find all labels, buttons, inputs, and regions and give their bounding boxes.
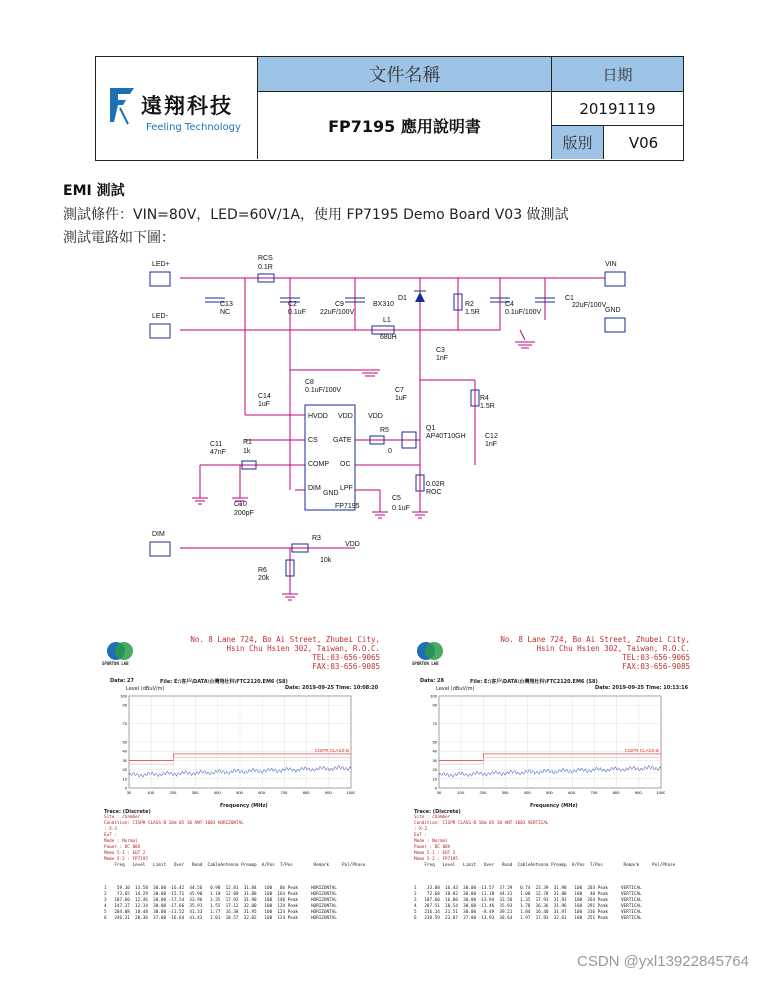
test-meta [414, 815, 549, 863]
meta-line: Memo 5-1 : EUT 2 [414, 851, 456, 856]
schematic-label: VDD [368, 413, 383, 420]
x-tick-label: 800. [612, 790, 621, 795]
meta-line: : X-3 [414, 827, 427, 832]
lab-name: SPORTON LAB [102, 661, 129, 666]
meta-line: Site : chamber [414, 815, 451, 820]
data-no: Data: 27 [110, 678, 134, 684]
file-name: File: E:\客戶\DATA\台灣翔杜科\FTC2120.EM6 (S8) [470, 679, 598, 685]
y-tick-label: 90 [122, 702, 127, 708]
table-row: 5 204.08 18.48 30.00 -11.52 41.33 1.77 16.38 31.95 100 124 Peak HORIZONTAL [104, 910, 337, 915]
schematic-label: C1 [565, 295, 574, 302]
schematic-label: 0 [388, 448, 392, 455]
schematic-label: NC [220, 309, 231, 316]
schematic-label: 0.1uF/100V [505, 309, 542, 316]
schematic-label: C7 [395, 387, 404, 394]
schematic-label: GND [323, 490, 339, 497]
y-tick-label: 0 [434, 785, 437, 791]
schematic-label: LED+ [152, 261, 170, 268]
table-row: 6 238.59 23.07 37.00 -13.93 38.64 1.97 17.93 32.01 100 251 Peak VERTICAL [414, 916, 642, 921]
trace-label: Trace: (Discrete) [104, 809, 151, 815]
schematic-label: 1k [243, 448, 251, 455]
meta-line: Memo 5-1 : EUT 2 [104, 851, 146, 856]
doc-name-label: 文件名稱 [258, 57, 552, 92]
x-tick-label: 700. [590, 790, 599, 795]
x-tick-label: 200. [169, 790, 178, 795]
schematic-label: C11 [210, 441, 223, 448]
x-tick-label: 900. [324, 790, 333, 795]
lab-address: No. 8 Lane 724, Bo Ai Street, Zhubei City, Hsin Chu Hsien 302, Taiwan, R.O.C. TEL:03-656-9065 FAX:03-656-9085 [500, 635, 690, 671]
x-tick-label: 1000 [656, 790, 665, 795]
table-row: 1 33.88 16.43 30.00 -13.57 37.29 0.74 23.39 31.98 100 203 Peak VERTICAL [414, 886, 642, 891]
y-tick-label: 20 [432, 767, 437, 773]
schematic-label: R1 [243, 439, 252, 446]
schematic-label: C4 [505, 301, 514, 308]
table-row: 2 73.65 14.29 30.00 -15.71 45.90 1.10 12.09 31.88 100 164 Peak HORIZONTAL [104, 892, 337, 897]
schematic-label: VIN [605, 261, 617, 268]
schematic-label: 1uF [395, 395, 408, 402]
schematic-label: R2 [465, 301, 474, 308]
result-table [104, 886, 337, 922]
schematic-label: R3 [312, 535, 321, 542]
x-axis-label: Frequency (MHz) [530, 803, 578, 809]
meta-line: EuT : [414, 833, 427, 838]
limit-label: CISPR CLASS-B [314, 747, 349, 753]
y-tick-label: 40 [432, 748, 437, 754]
y-tick-label: 50 [122, 739, 127, 745]
circuit-intro-text: 測試電路如下圖： [63, 230, 175, 246]
y-tick-label: 70 [432, 721, 437, 727]
lab-address: No. 8 Lane 724, Bo Ai Street, Zhubei City, Hsin Chu Hsien 302, Taiwan, R.O.C. TEL:03-656-9065 FAX:03-656-9085 [190, 635, 380, 671]
meta-line: Memo 5-2 : FP7195 [414, 857, 458, 862]
schematic-label: DIM [152, 531, 165, 538]
schematic-label: 0.1R [258, 264, 273, 271]
schematic-label: C9 [335, 301, 344, 308]
schematic-label: C5 [392, 495, 401, 502]
y-tick-label: 10 [432, 776, 437, 782]
schematic-label: GND [605, 307, 621, 314]
trace-label: Trace: (Discrete) [414, 809, 461, 815]
schematic-label: OC [340, 461, 351, 468]
schematic-label: 1.5R [480, 403, 495, 410]
table-row: 6 246.31 20.36 37.00 -16.64 41.43 2.01 18.57 32.02 100 124 Peak HORIZONTAL [104, 916, 337, 921]
schematic-label: R6 [258, 567, 267, 574]
schematic-label: C2 [288, 301, 297, 308]
schematic-label: C14 [258, 393, 271, 400]
x-tick-label: 300. [501, 790, 510, 795]
schematic-label: 0.1uF [392, 505, 410, 512]
schematic-label: FP7195 [335, 503, 360, 510]
x-tick-label: 500. [546, 790, 554, 795]
schematic-label: HVDD [308, 413, 328, 420]
schematic-label: 10k [320, 557, 332, 564]
test-meta [104, 815, 244, 863]
schematic-label: D1 [398, 295, 407, 302]
schematic-label: C12 [485, 433, 498, 440]
y-tick-label: 0 [124, 785, 127, 791]
section-title: EMI 測試 [63, 183, 125, 199]
schematic-label: 200pF [234, 510, 254, 517]
x-tick-label: 500. [236, 790, 244, 795]
schematic-label: COMP [308, 461, 329, 468]
y-tick-label: 40 [122, 748, 127, 754]
schematic-label: CS [308, 437, 318, 444]
schematic-label: VDD [338, 413, 353, 420]
y-tick-label: 100 [430, 693, 437, 699]
y-tick-label: 50 [432, 739, 437, 745]
schematic-label: LED- [152, 313, 168, 320]
circuit-schematic [140, 250, 640, 610]
x-tick-label: 100. [147, 790, 156, 795]
company-logo [96, 57, 258, 159]
lab-name: SPORTON LAB [412, 661, 439, 666]
meta-line: EuT : [104, 833, 117, 838]
y-tick-label: 90 [432, 702, 437, 708]
table-header: Freq Level Limit Over Read CableAntenna Preamp A/Pos T/Pos Remark Pol/Phase [414, 863, 676, 868]
y-tick-label: 10 [122, 776, 127, 782]
x-tick-label: 600. [568, 790, 577, 795]
schematic-label: 0.1uF [288, 309, 306, 316]
schematic-label: LPF [340, 485, 353, 492]
x-tick-label: 100. [457, 790, 466, 795]
meta-line: Condition: CISPR CLASS-B 10m 05 10 ANT-1003 VERTICAL [414, 821, 549, 826]
x-tick-label: 1000 [346, 790, 355, 795]
schematic-label: 1.5R [465, 309, 480, 316]
table-row: 1 59.10 13.58 30.00 -16.42 44.56 0.98 12.81 31.84 100 0b Peak HORIZONTAL [104, 886, 337, 891]
y-tick-label: 70 [122, 721, 127, 727]
date-value: 20191119 [552, 92, 683, 126]
schematic-label: 0.1uF/100V [305, 387, 342, 394]
header-table [95, 56, 684, 161]
table-row: 4 147.37 12.34 30.00 -17.66 35.91 1.55 17.12 32.00 100 124 Peak HORIZONTAL [104, 904, 337, 909]
meta-line: Site : chamber [104, 815, 141, 820]
x-tick-label: 400. [213, 790, 222, 795]
x-tick-label: 30 [436, 790, 442, 795]
x-tick-label: 700. [280, 790, 289, 795]
x-tick-label: 300. [191, 790, 200, 795]
schematic-label: BX310 [373, 301, 395, 308]
schematic-label: R5 [380, 427, 389, 434]
company-name-cn: 遠翔科技 [141, 92, 233, 118]
schematic-label: R4 [480, 395, 489, 402]
table-row: 3 107.60 12.46 30.00 -17.54 33.96 1.35 17.93 31.90 100 146 Peak HORIZONTAL [104, 898, 337, 903]
emi-report-horizontal [100, 628, 390, 928]
schematic-label: 1uF [258, 401, 271, 408]
meta-line: Memo 5-2 : FP7195 [104, 857, 148, 862]
logo-mark-icon [108, 84, 138, 126]
schematic-label: 47nF [210, 449, 226, 456]
doc-name: FP7195 應用說明書 [258, 92, 552, 159]
emi-report-vertical [410, 628, 700, 928]
emi-plot [425, 690, 665, 805]
test-condition-text: 測試條件：VIN=80V，LED=60V/1A，使用 FP7195 Demo Board V03 做測試 [63, 207, 569, 223]
data-no: Data: 28 [420, 678, 444, 684]
meta-line: Power : DC 80V [414, 845, 451, 850]
x-axis-label: Frequency (MHz) [220, 803, 268, 809]
schematic-label: C13 [220, 301, 233, 308]
date-label: 日期 [552, 57, 683, 92]
schematic-label: RCS [258, 255, 273, 262]
x-tick-label: 600. [258, 790, 267, 795]
y-tick-label: 100 [120, 693, 127, 699]
schematic-label: ROC [426, 489, 442, 496]
schematic-label: L1 [383, 317, 391, 324]
schematic-label: 68uH [380, 334, 397, 341]
table-row: 4 207.51 18.54 30.00 -11.46 35.93 1.78 16.36 31.96 100 291 Peak VERTICAL [414, 904, 642, 909]
test-date: Date: 2019-09-25 Time: 10:08:20 [285, 685, 379, 691]
test-date: Date: 2019-09-25 Time: 10:13:16 [595, 685, 689, 691]
x-tick-label: 900. [634, 790, 643, 795]
y-axis-label: Level (dBuV/m) [126, 686, 165, 692]
meta-line: Power : DC 80V [104, 845, 141, 850]
schematic-label: 1nF [485, 441, 498, 448]
schematic-label: AP40T10GH [426, 433, 466, 440]
meta-line: Mode : Normal [414, 839, 448, 844]
company-name-en: Feeling Technology [146, 121, 241, 133]
x-tick-label: 400. [523, 790, 532, 795]
table-row: 3 107.60 16.06 30.00 -13.94 33.56 1.35 17.93 31.93 100 264 Peak VERTICAL [414, 898, 642, 903]
y-axis-label: Level (dBuV/m) [436, 686, 475, 692]
x-tick-label: 30 [126, 790, 132, 795]
schematic-label: C10 [234, 501, 247, 508]
file-name: File: E:\客戶\DATA\台灣翔杜科\FTC2120.EM6 (S8) [160, 679, 288, 685]
table-row: 2 72.68 18.82 30.00 -11.18 44.31 1.08 12.78 31.88 100 40 Peak VERTICAL [414, 892, 642, 897]
schematic-label: 20k [258, 575, 270, 582]
table-header: Freq Level Limit Over Read CableAntenna Preamp A/Pos T/Pos Remark Pol/Phase [104, 863, 366, 868]
y-tick-label: 30 [432, 757, 437, 763]
table-row: 5 216.14 21.51 30.00 -8.49 39.21 1.84 16.40 31.97 100 316 Peak VERTICAL [414, 910, 642, 915]
limit-label: CISPR CLASS-B [624, 747, 659, 753]
version-value: V06 [628, 133, 659, 152]
y-tick-label: 30 [122, 757, 127, 763]
version-label: 版別 [552, 126, 604, 159]
y-tick-label: 20 [122, 767, 127, 773]
schematic-label: 1nF [436, 355, 449, 362]
result-table [414, 886, 642, 922]
schematic-label: 0.02R [426, 481, 445, 488]
meta-line: Condition: CISPR CLASS-B 10m 05 10 ANT-1003 HORIZONTAL [104, 821, 244, 826]
schematic-label: 22uF/100V [320, 309, 355, 316]
emi-plot [115, 690, 355, 805]
schematic-label: Q1 [426, 425, 436, 432]
schematic-label: VDD [345, 541, 360, 548]
schematic-label: GATE [333, 437, 352, 444]
x-tick-label: 200. [479, 790, 488, 795]
schematic-label: C8 [305, 379, 314, 386]
watermark: CSDN @yxl13922845764 [577, 953, 749, 970]
meta-line: Mode : Normal [104, 839, 138, 844]
meta-line: : X-3 [104, 827, 117, 832]
schematic-label: 22uF/100V [572, 302, 607, 309]
schematic-label: C3 [436, 347, 445, 354]
x-tick-label: 800. [302, 790, 311, 795]
schematic-label: DIM [308, 485, 321, 492]
